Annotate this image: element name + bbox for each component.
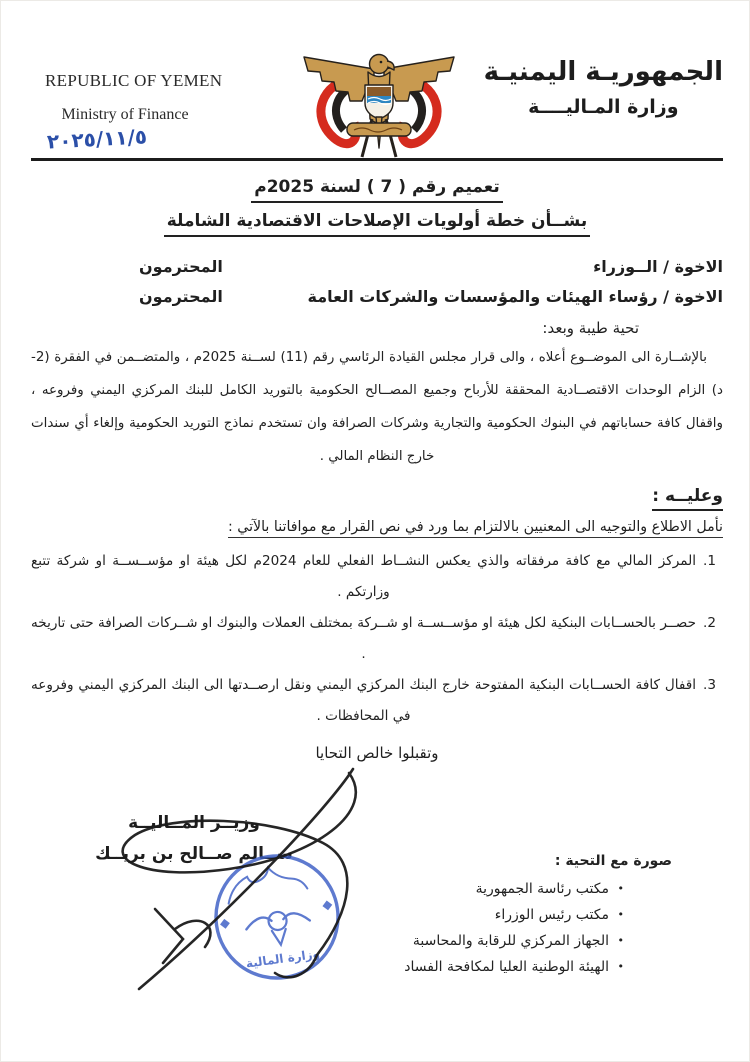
item-number: 3. bbox=[703, 677, 716, 693]
handwritten-date: ٢٠٢٥/١١/٥ bbox=[46, 124, 148, 154]
stamp-bottom-text: وزارة المالية bbox=[244, 946, 321, 971]
header-arabic bbox=[484, 57, 723, 118]
item-number: 2. bbox=[703, 615, 716, 631]
country-name-en: REPUBLIC OF YEMEN bbox=[45, 71, 223, 90]
cc-heading: صورة مع التحية : bbox=[554, 853, 672, 869]
item-text: اقفال كافة الحســابات البنكية المفتوحة خارج البنك المركزي اليمني ونقل ارصــدتها الى البنك المركزي اليمني وفروعه في المحافظات . bbox=[31, 677, 696, 724]
item-text: المركز المالي مع كافة مرفقاته والذي يعكس النشــاط الفعلي للعام 2024م لكل هيئة او مؤســســة او شركة تتبع وزارتكم . bbox=[31, 553, 696, 600]
header-english bbox=[45, 71, 223, 124]
cc-item: • الجهاز المركزي للرقابة والمحاسبة bbox=[342, 928, 626, 954]
circular-title bbox=[31, 177, 723, 203]
directive-lead-text: نأمل الاطلاع والتوجيه الى المعنيين بالالتزام بما ورد في نص القرار مع موافاتنا بالآتي : bbox=[228, 519, 723, 538]
circular-title-text: تعميم رقم ( 7 ) لسنة 2025م bbox=[251, 177, 503, 203]
addressee-honorific: المحترمون bbox=[139, 287, 223, 306]
cc-item: • الهيئة الوطنية العليا لمكافحة الفساد bbox=[342, 954, 626, 980]
addressee-row bbox=[31, 257, 723, 276]
circular-subject bbox=[31, 211, 723, 237]
addressee-row bbox=[31, 287, 723, 306]
addressee-to: الاخوة / رؤساء الهيئات والمؤسسات والشركات العامة bbox=[307, 287, 723, 306]
country-name-ar: الجمهوريـة اليمنيـة bbox=[483, 57, 723, 87]
signatory-title: وزيــر المــاليــة bbox=[128, 813, 260, 833]
ministry-name-en: Ministry of Finance bbox=[61, 106, 189, 123]
directive-heading bbox=[31, 486, 723, 511]
cc-block bbox=[342, 853, 672, 980]
cc-list bbox=[342, 876, 672, 980]
yemen-coat-of-arms-icon bbox=[294, 47, 464, 169]
item-number: 1. bbox=[703, 553, 716, 569]
signature-ink bbox=[79, 743, 379, 1009]
circular-subject-text: بشــأن خطة أولويات الإصلاحات الاقتصادية الشاملة bbox=[164, 211, 591, 237]
cc-item: • مكتب رئيس الوزراء bbox=[342, 902, 626, 928]
list-item bbox=[31, 670, 723, 732]
list-item bbox=[31, 608, 723, 670]
list-item bbox=[31, 546, 723, 608]
directive-heading-text: وعليــه : bbox=[652, 486, 723, 511]
closing-line: وتقبلوا خالص التحايا bbox=[315, 744, 439, 762]
addressee-to: الاخوة / الــوزراء bbox=[593, 257, 723, 276]
signatory-name: ســالم صــالح بن بريــك bbox=[95, 844, 293, 864]
directive-lead bbox=[31, 519, 723, 538]
ministry-name-ar: وزارة المـاليــــة bbox=[528, 96, 679, 118]
item-text: حصــر بالحســابات البنكية لكل هيئة او مؤســســة او شــركة بمختلف العملات والبنوك او شــركات الصرافة حتى تاريخه . bbox=[31, 615, 696, 662]
directive-items bbox=[31, 546, 723, 732]
document-body bbox=[31, 177, 723, 762]
salutation: تحية طيبة وبعد: bbox=[542, 319, 639, 337]
cc-item: • مكتب رئاسة الجمهورية bbox=[342, 876, 626, 902]
addressee-honorific: المحترمون bbox=[139, 257, 223, 276]
body-paragraph: بالإشــارة الى الموضــوع أعلاه ، والى قرار مجلس القيادة الرئاسي رقم (11) لســنة 2025م ، والمتضــمن في الفقرة (2-د) الزام الوحدات الاقتصــادية المحققة للأرباح وجميع المصــالح الحكومية بالتوريد الكامل للبنك المركزي اليمني وفروعه ، واقفال كافة حساباتهم في البنوك الحكومية والتجارية وشركات الصرافة وان تستخدم نماذج التوريد الحكومية وإلغاء أي سندات خارج النظام المالي . bbox=[31, 350, 723, 464]
